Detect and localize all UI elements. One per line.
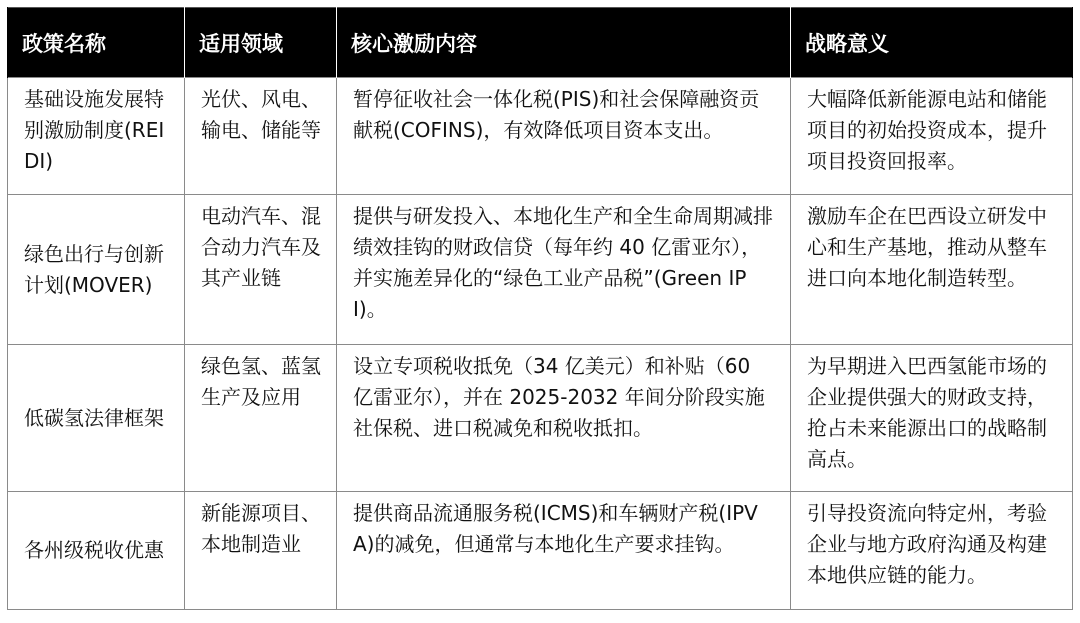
cell-strategic-significance: 激励车企在巴西设立研发中心和生产基地，推动从整车进口向本地化制造转型。 (791, 195, 1073, 345)
cell-strategic-significance: 引导投资流向特定州，考验企业与地方政府沟通及构建本地供应链的能力。 (791, 492, 1073, 610)
table-row (8, 345, 1073, 492)
cell-applicable-field: 电动汽车、混合动力汽车及其产业链 (185, 195, 337, 345)
cell-applicable-field: 光伏、风电、输电、储能等 (185, 78, 337, 195)
cell-core-incentive: 提供商品流通服务税(ICMS)和车辆财产税(IPVA)的减免，但通常与本地化生产要求挂钩。 (337, 492, 791, 610)
header-policy-name: 政策名称 (8, 8, 185, 78)
cell-applicable-field: 绿色氢、蓝氢生产及应用 (185, 345, 337, 492)
header-strategic-significance: 战略意义 (791, 8, 1073, 78)
cell-applicable-field: 新能源项目、本地制造业 (185, 492, 337, 610)
header-core-incentive: 核心激励内容 (337, 8, 791, 78)
header-row (8, 8, 1073, 78)
policy-table-container (7, 7, 1072, 610)
cell-policy-name: 绿色出行与创新计划(MOVER) (8, 195, 185, 345)
cell-core-incentive: 暂停征收社会一体化税(PIS)和社会保障融资贡献税(COFINS)，有效降低项目资本支出。 (337, 78, 791, 195)
header-applicable-field: 适用领域 (185, 8, 337, 78)
cell-policy-name: 各州级税收优惠 (8, 492, 185, 610)
cell-policy-name: 低碳氢法律框架 (8, 345, 185, 492)
table-row (8, 492, 1073, 610)
cell-policy-name: 基础设施发展特别激励制度(REIDI) (8, 78, 185, 195)
cell-strategic-significance: 大幅降低新能源电站和储能项目的初始投资成本，提升项目投资回报率。 (791, 78, 1073, 195)
cell-core-incentive: 提供与研发投入、本地化生产和全生命周期减排绩效挂钩的财政信贷（每年约 40 亿雷亚尔），并实施差异化的“绿色工业产品税”(Green IPI)。 (337, 195, 791, 345)
policy-table (7, 7, 1073, 610)
cell-strategic-significance: 为早期进入巴西氢能市场的企业提供强大的财政支持，抢占未来能源出口的战略制高点。 (791, 345, 1073, 492)
table-header (8, 8, 1073, 78)
table-row (8, 78, 1073, 195)
table-row (8, 195, 1073, 345)
table-body (8, 78, 1073, 610)
cell-core-incentive: 设立专项税收抵免（34 亿美元）和补贴（60 亿雷亚尔），并在 2025-2032 年间分阶段实施社保税、进口税减免和税收抵扣。 (337, 345, 791, 492)
